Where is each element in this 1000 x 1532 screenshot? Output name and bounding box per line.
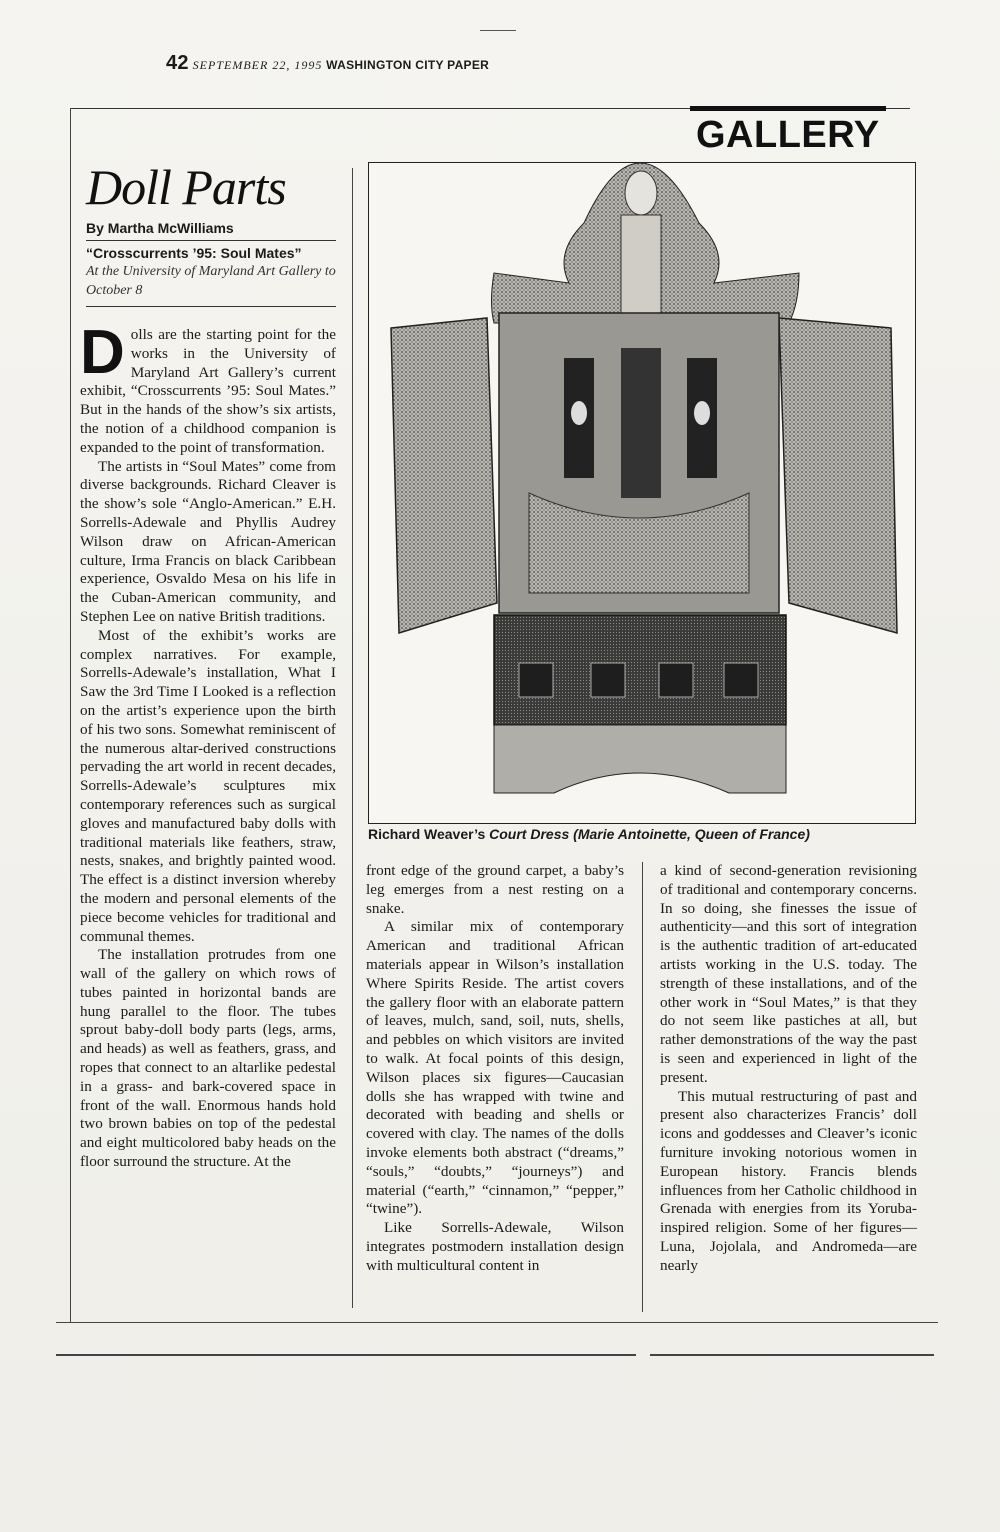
photo-court-dress [368,162,916,824]
paragraph: front edge of the ground carpet, a baby’s leg emerges from a nest resting on a snake. [366,862,624,917]
section-label: GALLERY [696,114,880,156]
paragraph: The installation protrudes from one wall of the gallery on which rows of tubes painted in horizontal bands are hung parallel to the floor. The tubes sprout baby-doll body parts (legs, arms, and heads) as well as feathers, grass, and ropes that connect to an altarlike pedestal in a grass- and bark-covered space in front of the wall. Enormous hands hold two brown babies on top of the pedestal and eight multicolored baby heads on the floor surround the structure. At the [80,946,336,1171]
headline: Doll Parts [86,159,286,215]
folio-line [166,52,489,75]
article-column-2 [366,862,624,1276]
show-title: “Crosscurrents ’95: Soul Mates” [86,245,302,261]
footer-rule [650,1354,934,1356]
paragraph: This mutual restructuring of past and present also characterizes Francis’ doll icons and goddesses and Cleaver’s iconic furniture invoking notorious women in European history. Francis blends influences from her Catholic childhood in Grenada with energies from its Yoruba-inspired religion. Some of her figures—Luna, Jojolala, and Andromeda—are nearly [660,1087,917,1274]
frame-left-rule [70,108,71,1322]
footer-rule [56,1354,636,1356]
paragraph: A similar mix of contemporary American and traditional African materials appear in Wilson’s installation Where Spirits Reside. The artist covers the gallery floor with an elaborate pattern of leaves, mulch, sand, soil, nuts, shells, and pebbles on which visitors are invited to walk. At focal points of this design, Wilson places six figures—Caucasian dolls she has wrapped with twine and decorated with beading and shells or covered with clay. The names of the dolls invoke elements both abstract (“dreams,” “souls,” “doubts,” “journeys”) and material (“earth,” “cinnamon,” “pepper,” “twine”). [366,918,624,1218]
caption-title: Court Dress (Marie Antoinette, Queen of France) [489,826,810,842]
publication-name: WASHINGTON CITY PAPER [326,58,490,72]
column-rule [352,168,353,1308]
issue-date: SEPTEMBER 22, 1995 [192,58,323,72]
byline: By Martha McWilliams [86,220,336,241]
paragraph: a kind of second-generation revisioning of traditional and contemporary concerns. In so doing, she finesses the issue of authenticity—and this sort of integration is the authentic tradition of art-educated artists working in the U.S. today. The strength of these installations, and of the other work in “Soul Mates,” is that they do not seem like pastiches at all, but rather demonstrations of the way the past is seen and experienced in light of the present. [660,862,917,1086]
paragraph: The artists in “Soul Mates” come from diverse backgrounds. Richard Cleaver is the show’s sole “Anglo-American.” E.H. Sorrells-Adewale and Phyllis Audrey Wilson draw on African-American culture, Irma Francis on black Caribbean experience, Osvaldo Mesa on his life in the Cuban-American community, and Stephen Lee on native British traditions. [80,457,336,625]
show-venue: At the University of Maryland Art Gallery to October 8 [86,262,336,307]
paragraph [80,318,336,458]
drop-cap: D [80,318,125,387]
column-rule [642,862,643,1312]
frame-bottom-rule [56,1322,938,1323]
caption-artist: Richard Weaver’s [368,826,486,842]
photo-caption [368,826,810,842]
section-bar [690,106,886,111]
paragraph: Like Sorrells-Adewale, Wilson integrates postmodern installation design with multicultural content in [366,1219,624,1274]
page-number: 42 [166,52,189,74]
cabinet-artwork-image [369,163,915,823]
article-column-3 [660,862,917,1276]
paragraph: Most of the exhibit’s works are complex narratives. For example, Sorrells-Adewale’s installation, What I Saw the 3rd Time I Looked is a reflection on the artist’s experience upon the birth of his two sons. Somewhat reminiscent of the numerous altar-derived constructions pervading the art world in recent decades, Sorrells-Adewale’s sculptures mix contemporary references such as surgical gloves and manufactured baby dolls with traditional materials like feathers, straw, nests, snakes, and brightly painted wood. The effect is a distinct inversion whereby the modern and personal elements of the piece become vehicles for traditional and communal themes. [80,626,336,945]
article-column-1 [80,318,336,1172]
paragraph-text: olls are the starting point for the works in the University of Maryland Art Gallery’s current exhibit, “Crosscurrents ’95: Soul Mates.” But in the hands of the show’s six artists, the notion of a childhood companion is expanded to the point of transformation. [80,326,336,456]
top-rule [480,30,516,31]
